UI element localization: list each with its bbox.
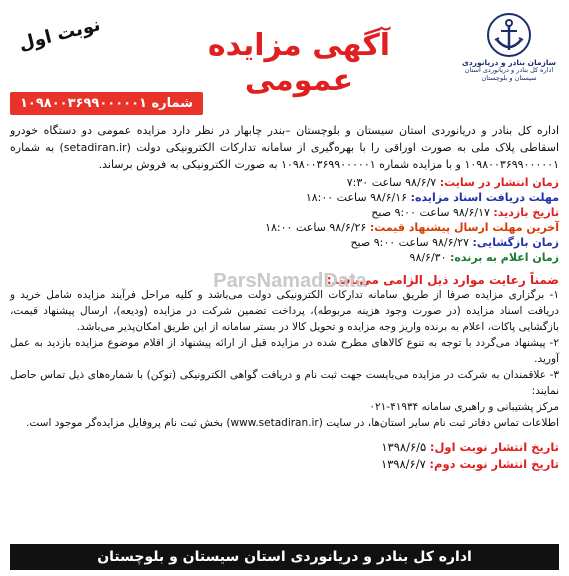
publication-label: تاریخ انتشار نوبت دوم: <box>429 457 559 471</box>
date-label: مهلت دریافت اسناد مزایده: <box>410 191 559 204</box>
publication-line <box>10 439 559 456</box>
date-label: زمان بازگشایی: <box>472 236 559 249</box>
date-value: ۹۸/۶/۱۷ ساعت ۹:۰۰ صبح <box>371 206 490 219</box>
date-value: ۹۸/۶/۲۶ ساعت ۱۸:۰۰ <box>265 221 367 234</box>
logo-org-subname: اداره کل بنادر و دریانوردی استان سیستان و بلوچستان <box>464 66 554 82</box>
date-line <box>10 220 559 235</box>
page-title: آگهی مزایده عمومی <box>207 28 391 98</box>
date-value: ۹۸/۶/۱۶ ساعت ۱۸:۰۰ <box>305 191 408 204</box>
note-item: ۱- برگزاری مزایده صرفا از طریق سامانه تدارکات الکترونیکی دولت می‌باشد و کلیه مراحل فرآیند مزایده شامل خرید و دریافت اسناد مزایده (در صورت وجود هزینه مربوطه)، پرداخت تضمین شرکت در مزایده (ودیعه)، ارسال پیشنهاد قیمت، بازگشایی پاکات، اعلام به برنده واریز وجه مزایده و تحویل کالا در بستر سامانه از این طریق امکان‌پذیر می‌باشد. <box>10 289 559 333</box>
date-label: زمان اعلام به برنده: <box>449 251 559 264</box>
anchor-icon <box>485 12 533 58</box>
date-value: ۹۸/۶/۲۷ ساعت ۹:۰۰ صبح <box>350 236 470 249</box>
intro-paragraph: اداره کل بنادر و دریانوردی استان سیستان و بلوچستان –بندر چابهار در نظر دارد مزایده عمومی دو دستگاه خودرو اسقاطی پلاک ملی به صورت اوراقی را با بهره‌گیری از سامانه تدارکات الکترونیکی دولت (setadiran.ir) به شماره ۱۰۹۸۰۰۳۶۹۹۰۰۰۰۰۱ و با مزایده شماره ۱۰۹۸۰۰۳۶۹۹۰۰۰۰۰۱ به صورت الکترونیکی به فروش برساند. <box>10 124 560 171</box>
date-line <box>10 250 559 265</box>
note-item: ۲- پیشنهاد می‌گردد با توجه به تنوع کالاهای مطرح شده در مزایده قبل از ارائه پیشنهاد از اقلام موضوع مزایده بازدید به عمل آورید. <box>10 337 559 365</box>
footer-org-name: اداره کل بنادر و دریانوردی استان سیستان و بلوچستان <box>10 544 559 570</box>
date-line <box>10 205 559 220</box>
nobat-label: نوبت اول <box>16 14 103 55</box>
note-item: مرکز پشتیبانی و راهبری سامانه ۴۱۹۳۴-۰۲۱ <box>369 401 559 413</box>
date-line <box>10 190 559 205</box>
logo-org-name: سازمان بنادر و دریانوردی <box>461 58 557 67</box>
header <box>10 6 559 111</box>
date-line <box>10 235 559 250</box>
date-label: آخرین مهلت ارسال پیشنهاد قیمت: <box>369 221 559 234</box>
dates-list <box>10 175 559 265</box>
publication-value: ۱۳۹۸/۶/۷ <box>380 457 426 471</box>
note-item: اطلاعات تماس دفاتر ثبت نام سایر استان‌ها، در سایت (www.setadiran.ir) بخش ثبت نام پروفایل مزایده‌گر موجود است. <box>26 417 559 429</box>
notice-number: شماره ۱۰۹۸۰۰۳۶۹۹۰۰۰۰۰۱ <box>10 92 203 115</box>
date-label: تاریخ بازدید: <box>493 206 559 219</box>
date-value: ۹۸/۶/۳۰ <box>409 251 447 264</box>
watermark: ParsNamadData <box>213 270 367 292</box>
publication-line <box>10 456 559 473</box>
publication-dates <box>10 439 559 473</box>
publication-value: ۱۳۹۸/۶/۵ <box>381 440 427 454</box>
date-value: ۹۸/۶/۷ ساعت ۷:۳۰ <box>346 176 437 189</box>
date-line <box>10 175 559 190</box>
date-label: زمان انتشار در سایت: <box>439 176 559 189</box>
ports-logo <box>461 12 557 83</box>
notes-title: ضمناً رعایت موارد ذیل الزامی می‌باشد: <box>326 273 559 287</box>
note-item: ۳- علاقمندان به شرکت در مزایده می‌بایست جهت ثبت نام و دریافت گواهی الکترونیکی (توکن) با شماره‌های ذیل تماس حاصل نمایند: <box>10 369 559 397</box>
publication-label: تاریخ انتشار نوبت اول: <box>429 440 559 454</box>
